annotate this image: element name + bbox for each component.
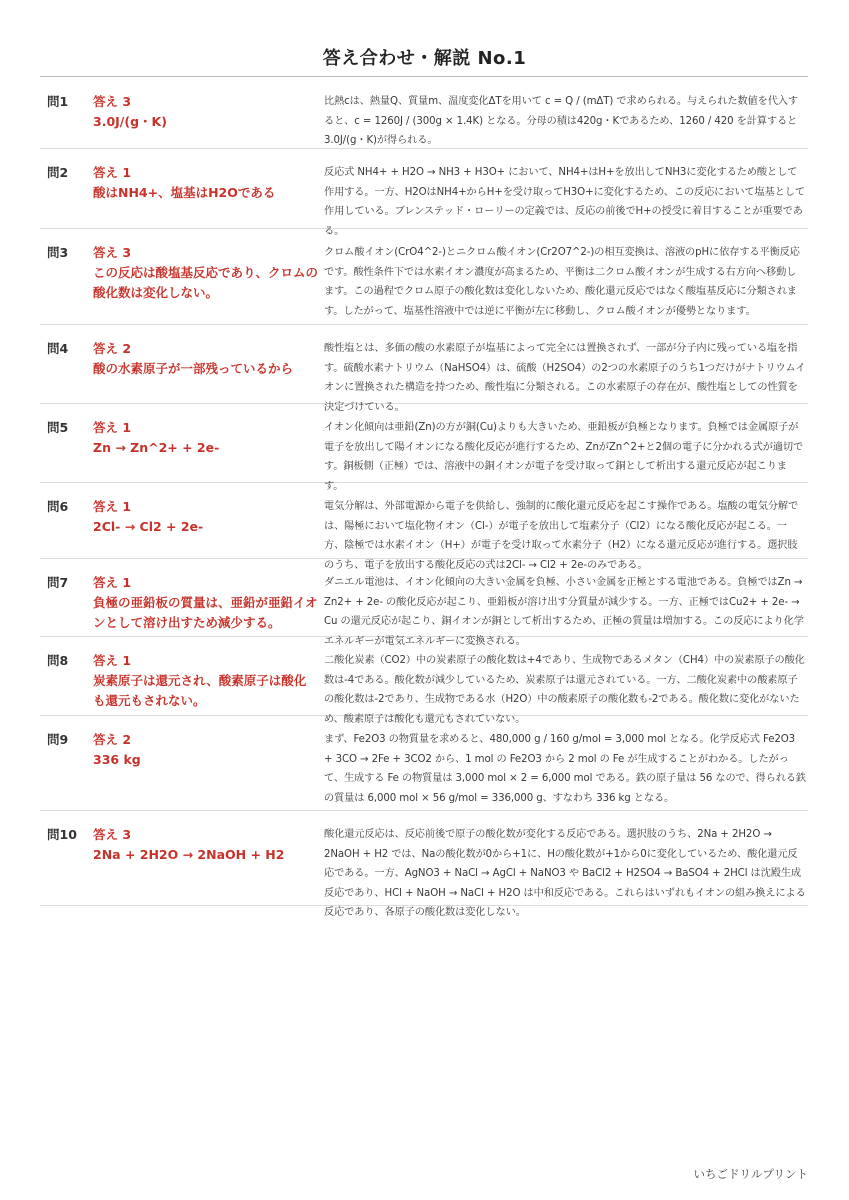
answer-block [93,573,324,633]
question-number: 問5 [47,420,69,435]
explanation-text: ダニエル電池は、イオン化傾向の大きい金属を負極、小さい金属を正極とする電池である。負極ではZn → Zn2+ + 2e- の酸化反応が起こり、亜鉛板が溶け出す分質量が減少する。一方、正極ではCu2+ + 2e- → Cu の還元反応が起こり、銅イオンが銅として析出するため、正極の質量は増加する。この反応により化学エネルギーが電気エネルギーに変換される。 [324,577,804,647]
answer-block [93,497,324,537]
answer-choice: 答え 1 [93,575,132,590]
answer-choice: 答え 1 [93,499,132,514]
answer-text: 負極の亜鉛板の質量は、亜鉛が亜鉛イオンとして溶け出すため減少する。 [93,595,318,630]
answer-choice: 答え 1 [93,653,132,668]
question-number: 問6 [47,499,69,514]
answer-text: 酸はNH4+、塩基はH2Oである [93,185,276,200]
question-number: 問10 [47,827,77,842]
answer-text: 炭素原子は還元され、酸素原子は酸化も還元もされない。 [93,673,307,708]
answer-row-1 [40,78,808,149]
answer-row-10 [40,811,808,918]
explanation-text: 電気分解は、外部電源から電子を供給し、強制的に酸化還元反応を起こす操作である。塩酸の電気分解では、陽極において塩化物イオン（Cl-）が電子を放出して塩素分子（Cl2）になる酸化反応が起こる。一方、陰極では水素イオン（H+）が電子を受け取って水素分子（H2）になる還元反応が進行する。選択肢のうち、電子を放出する酸化反応の式は2Cl- → Cl2 + 2e-のみである。 [324,501,799,571]
explanation-text: 酸化還元反応は、反応前後で原子の酸化数が変化する反応である。選択肢のうち、2Na + 2H2O → 2NaOH + H2 では、Naの酸化数が0から+1に、Hの酸化数が+1から0に変化しているため、酸化還元反応である。一方、AgNO3 + NaCl → AgCl + NaNO3 や BaCl2 + H2SO4 → BaSO4 + 2HCl は沈殿生成反応であり、HCl + NaOH → NaCl + H2O は中和反応である。これらはいずれもイオンの組み換えによる反応であり、各原子の酸化数は変化しない。 [324,829,806,918]
answer-block [93,339,324,379]
question-number: 問9 [47,732,69,747]
answer-text: 2Cl- → Cl2 + 2e- [93,519,204,534]
page-title: 答え合わせ・解説 No.1 [322,48,527,69]
answer-list [40,78,808,918]
answer-text: この反応は酸塩基反応であり、クロムの酸化数は変化しない。 [93,265,319,300]
answer-row-9 [40,716,808,811]
answer-row-3 [40,229,808,325]
answer-text: 2Na + 2H2O → 2NaOH + H2 [93,847,285,862]
answer-choice: 答え 2 [93,341,132,356]
answer-block [93,730,324,770]
question-number: 問3 [47,245,69,260]
title-divider [40,76,808,77]
answer-block [93,92,324,132]
question-number: 問4 [47,341,69,356]
answer-row-4 [40,325,808,413]
explanation-text: クロム酸イオン(CrO4^2-)とニクロム酸イオン(Cr2O7^2-)の相互変換は、溶液のpHに依存する平衡反応です。酸性条件下では水素イオン濃度が高まるため、平衡は二クロム酸イオンが生成する右方向へ移動します。この過程でクロム原子の酸化数は変化しないため、酸化還元反応ではなく酸塩基反応に分類されます。したがって、塩基性溶液中では逆に平衡が左に移動し、クロム酸イオンが優勢となります。 [324,247,800,317]
answer-block [93,825,324,865]
question-number: 問8 [47,653,69,668]
answer-block [93,418,324,458]
answer-text: 336 kg [93,752,141,767]
question-number: 問1 [47,94,69,109]
explanation-text: 反応式 NH4+ + H2O → NH3 + H3O+ において、NH4+はH+を放出してNH3に変化するため酸として作用する。一方、H2OはNH4+からH+を受け取ってH3O+に変化するため、この反応において塩基として作用している。ブレンステッド・ローリーの定義では、反応の前後でH+の授受に着目することが重要である。 [324,167,805,237]
answer-choice: 答え 3 [93,827,132,842]
explanation-text: 比熱cは、熱量Q、質量m、温度変化ΔTを用いて c = Q / (mΔT) で求められる。与えられた数値を代入すると、c = 1260J / (300g × 1.4K) となる。分母の積は420g・Kであるため、1260 / 420 を計算すると3.0J/(g・K)が得られる。 [324,96,798,146]
explanation-text: 酸性塩とは、多価の酸の水素原子が塩基によって完全には置換されず、一部が分子内に残っている塩を指す。硫酸水素ナトリウム（NaHSO4）は、硫酸（H2SO4）の2つの水素原子のうち1つだけがナトリウムイオンに置換された構造を持つため、酸性塩に分類される。この水素原子の存在が、酸性塩としての性質を決定づけている。 [324,343,806,413]
answer-choice: 答え 3 [93,94,132,109]
answer-block [93,163,324,203]
answer-text: 酸の水素原子が一部残っているから [93,361,294,376]
answer-block [93,651,324,711]
question-number: 問2 [47,165,69,180]
explanation-text: まず、Fe2O3 の物質量を求めると、480,000 g / 160 g/mol = 3,000 mol となる。化学反応式 Fe2O3 + 3CO → 2Fe + 3CO2 から、1 mol の Fe2O3 から 2 mol の Fe が生成することがわかる。したがって、生成する Fe の物質量は 3,000 mol × 2 = 6,000 mol である。鉄の原子量は 56 なので、得られる鉄の質量は 6,000 mol × 56 g/mol = 336,000 g、すなわち 336 kg となる。 [324,734,806,804]
answer-row-2 [40,149,808,237]
answer-choice: 答え 2 [93,732,132,747]
footer-brand: いちごドリルプリント [693,1167,808,1181]
question-number: 問7 [47,575,69,590]
answer-choice: 答え 1 [93,420,132,435]
answer-text: 3.0J/(g・K) [93,114,167,129]
answer-choice: 答え 1 [93,165,132,180]
explanation-text: イオン化傾向は亜鉛(Zn)の方が銅(Cu)よりも大きいため、亜鉛板が負極となります。負極では金属原子が電子を放出して陽イオンになる酸化反応が進行するため、ZnがZn^2+と2個の電子に分かれる式が適切です。銅板側（正極）では、溶液中の銅イオンが電子を受け取って銅として析出する還元反応が起こります。 [324,422,804,492]
answer-text: Zn → Zn^2+ + 2e- [93,440,220,455]
answer-block [93,243,324,303]
answer-choice: 答え 3 [93,245,132,260]
explanation-text: 二酸化炭素（CO2）中の炭素原子の酸化数は+4であり、生成物であるメタン（CH4）中の炭素原子の酸化数は-4である。酸化数が減少しているため、炭素原子は還元されている。一方、二酸化炭素中の酸素原子の酸化数は-2であり、生成物である水（H2O）中の酸素原子の酸化数も-2である。酸化数に変化がないため、酸素原子は酸化も還元もされていない。 [324,655,805,725]
